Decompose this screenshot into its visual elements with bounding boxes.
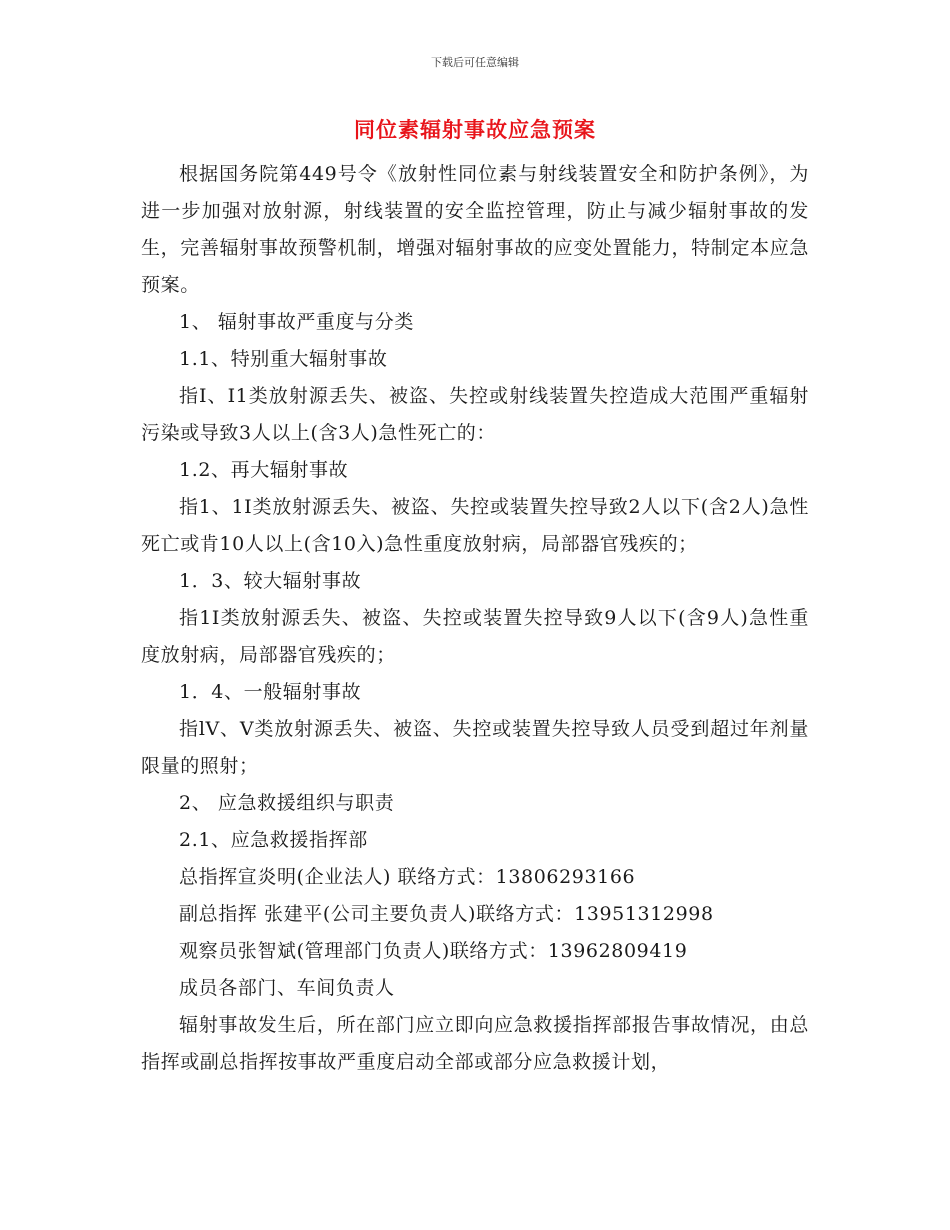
paragraph-1-4: 指lV、V类放射源丢失、被盗、失控或装置失控导致人员受到超过年剂量限量的照射； [141, 718, 809, 777]
contact-deputy-commander: 副总指挥 张建平(公司主要负责人)联络方式：13951312998 [179, 903, 714, 925]
document-body [141, 156, 809, 1081]
members-line: 成员各部门、车间负责人 [179, 977, 395, 999]
document-title: 同位素辐射事故应急预案 [354, 118, 596, 142]
header-note: 下载后可任意编辑 [431, 56, 519, 69]
subsection-heading-1-2: 1.2、再大辐射事故 [179, 459, 349, 481]
contact-observer: 观察员张智斌(管理部门负责人)联络方式：13962809419 [179, 940, 688, 962]
contact-commander: 总指挥宣炎明(企业法人) 联络方式：13806293166 [179, 866, 636, 888]
subsection-heading-1-1: 1.1、特别重大辐射事故 [179, 348, 388, 370]
subsection-heading-2-1: 2.1、应急救援指挥部 [179, 829, 368, 851]
paragraph-1-1: 指Ⅰ、I1类放射源丢失、被盗、失控或射线装置失控造成大范围严重辐射污染或导致3人以上(含3人)急性死亡的： [141, 385, 809, 444]
section-heading-2: 2、 应急救援组织与职责 [179, 792, 395, 814]
subsection-heading-1-3: 1．3、较大辐射事故 [179, 570, 362, 592]
paragraph-1-3: 指1I类放射源丢失、被盗、失控或装置失控导致9人以下(含9人)急性重度放射病，局部器官残疾的； [141, 607, 809, 666]
subsection-heading-1-4: 1．4、一般辐射事故 [179, 681, 362, 703]
paragraph-response: 辐射事故发生后，所在部门应立即向应急救援指挥部报告事故情况，由总指挥或副总指挥按事故严重度启动全部或部分应急救援计划， [141, 1014, 809, 1073]
section-heading-1: 1、 辐射事故严重度与分类 [179, 311, 414, 333]
paragraph-1-2: 指1、1I类放射源丢失、被盗、失控或装置失控导致2人以下(含2人)急性死亡或肯10人以上(含10入)急性重度放射病，局部器官残疾的； [141, 496, 809, 555]
paragraph-intro: 根据国务院第449号令《放射性同位素与射线装置安全和防护条例》，为进一步加强对放射源，射线装置的安全监控管理，防止与减少辐射事故的发生，完善辐射事故预警机制，增强对辐射事故的应变处置能力，特制定本应急预案。 [141, 163, 809, 296]
